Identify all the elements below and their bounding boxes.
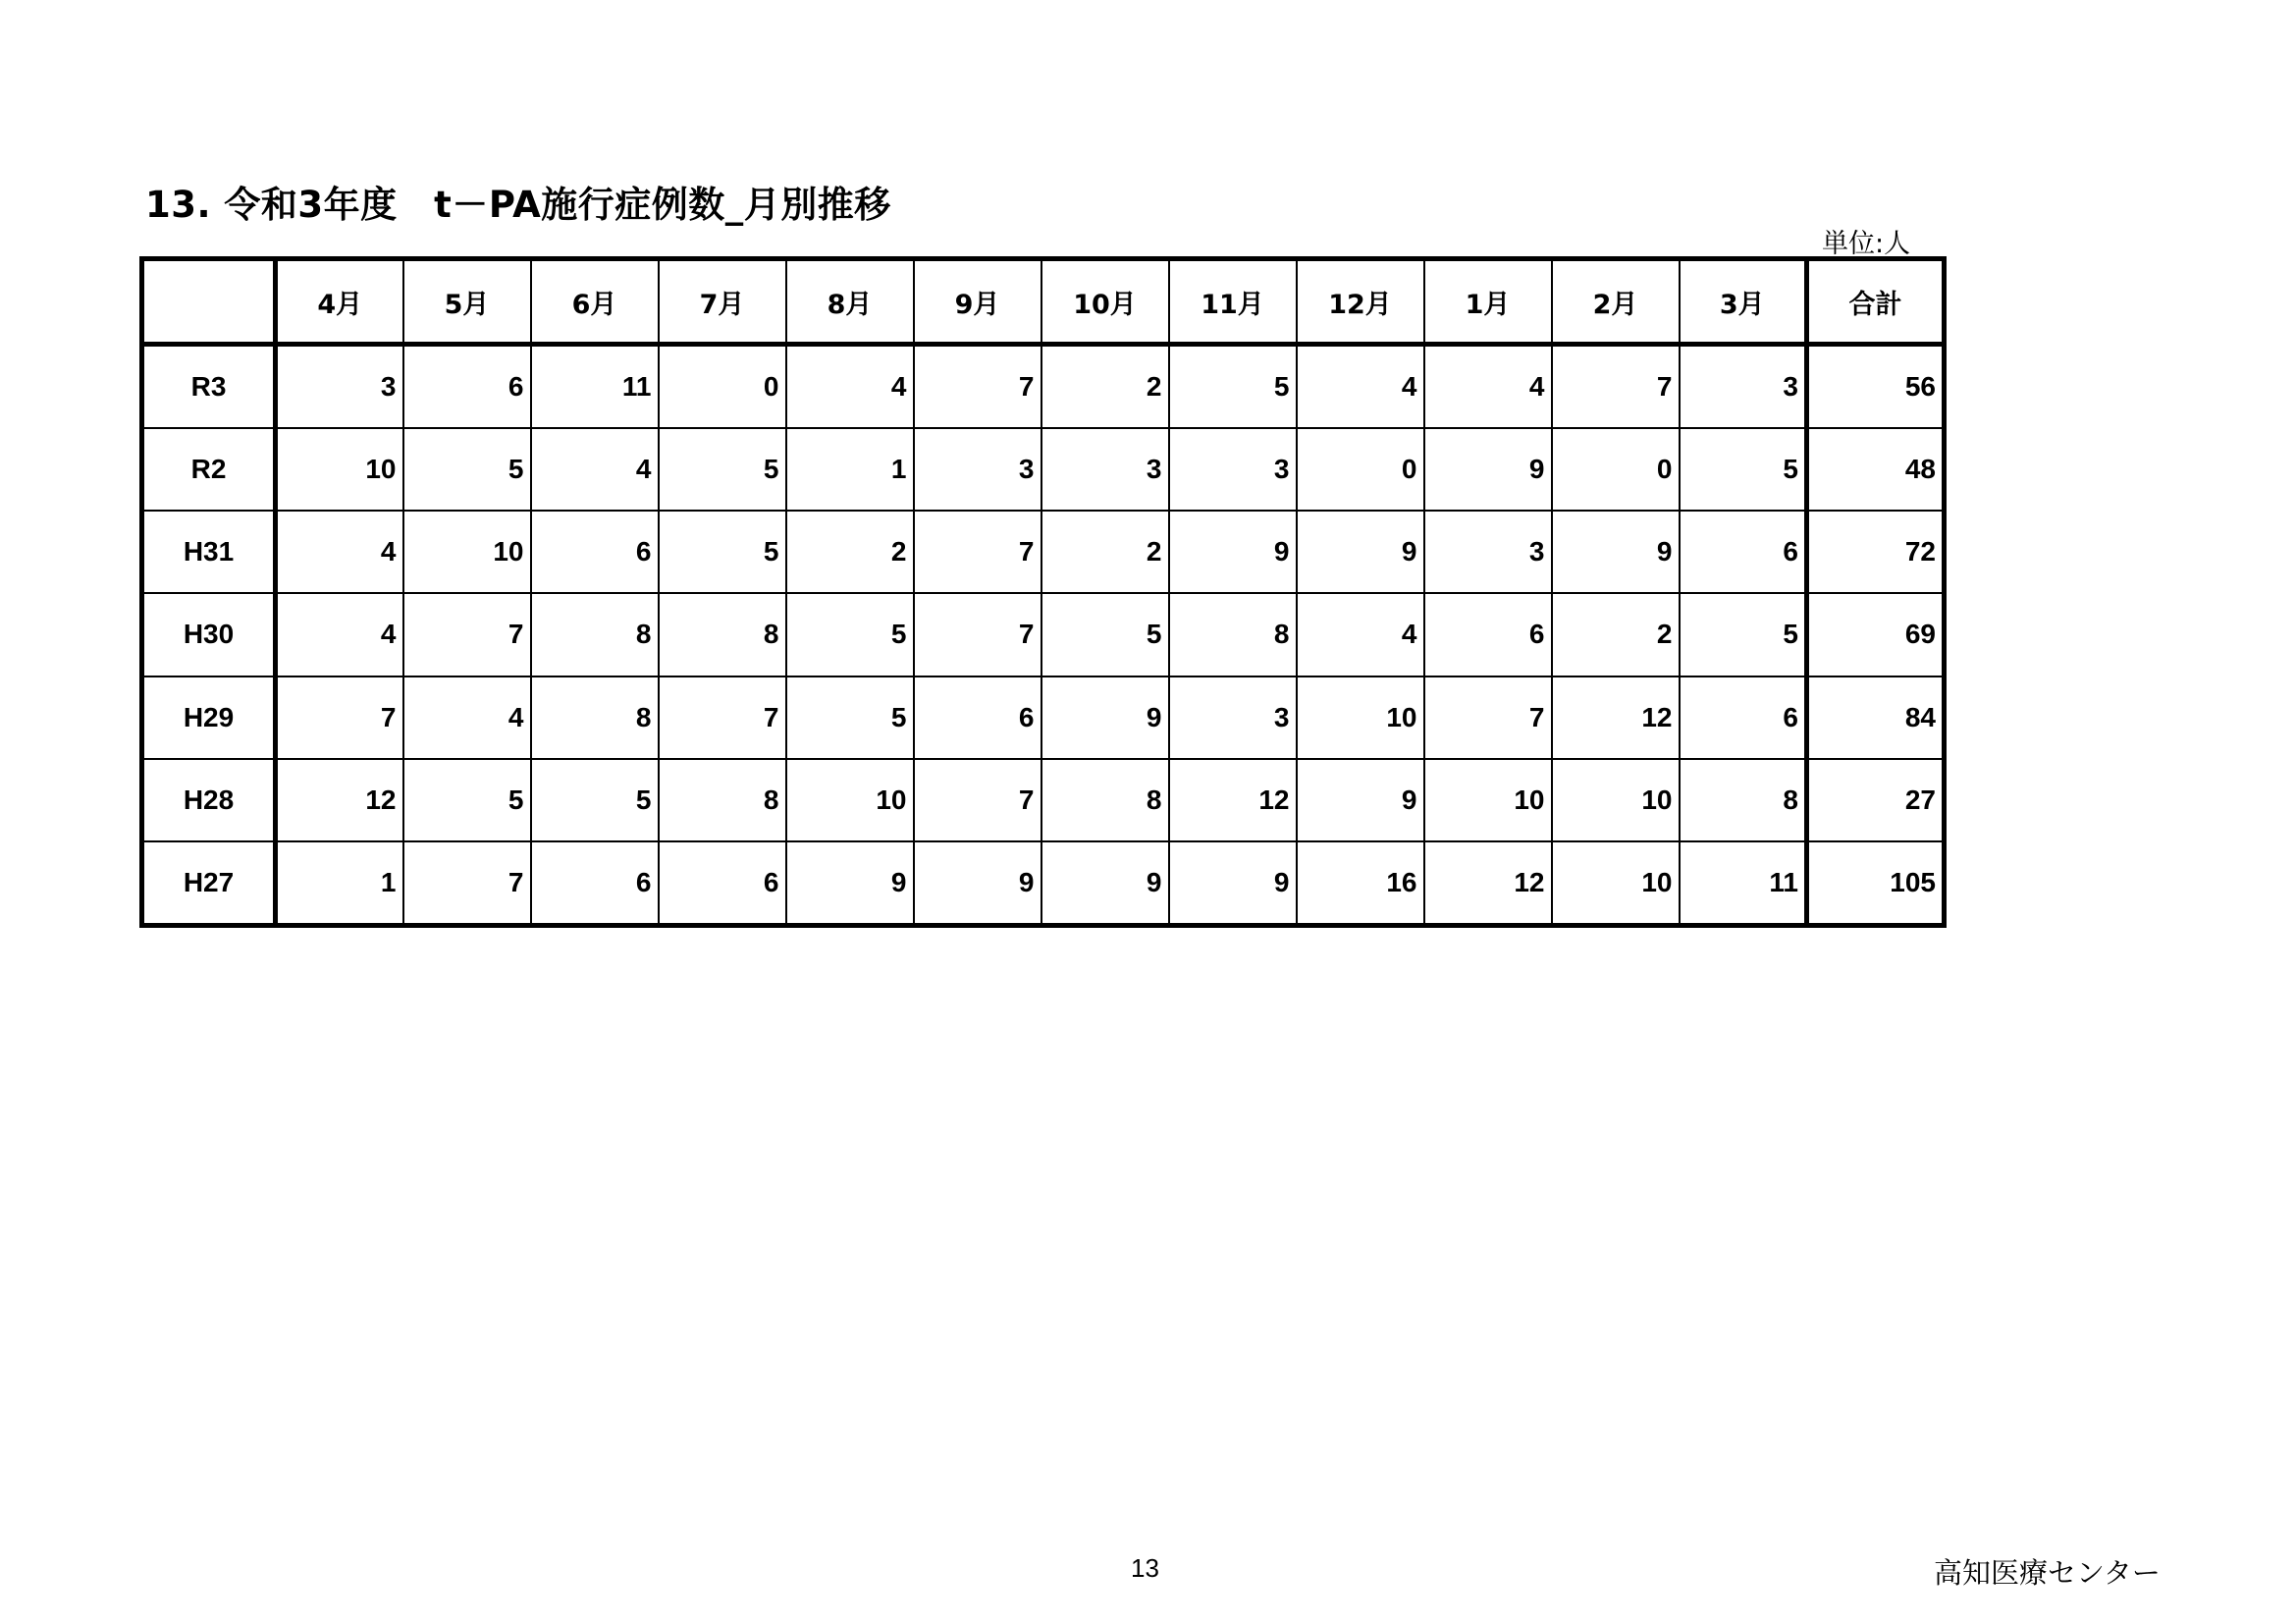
table-row: [142, 593, 1945, 676]
table-cell: 7: [914, 345, 1041, 429]
header-month: 4月: [276, 259, 403, 345]
table-row: [142, 511, 1945, 593]
row-total: 72: [1807, 511, 1945, 593]
row-total: 48: [1807, 428, 1945, 511]
table-cell: 5: [1680, 428, 1807, 511]
table-cell: 4: [1297, 593, 1424, 676]
unit-label: 単位:人: [1822, 229, 1911, 259]
corner-cell: [142, 259, 276, 345]
table-cell: 5: [403, 428, 531, 511]
table-cell: 9: [914, 841, 1041, 926]
table-cell: 7: [1552, 345, 1680, 429]
table-cell: 5: [403, 759, 531, 841]
table-cell: 5: [1680, 593, 1807, 676]
table-cell: 10: [1552, 759, 1680, 841]
row-total: 56: [1807, 345, 1945, 429]
table-header-row: [142, 259, 1945, 345]
header-month: 5月: [403, 259, 531, 345]
header-month: 2月: [1552, 259, 1680, 345]
table-cell: 9: [1424, 428, 1552, 511]
table-cell: 9: [1297, 759, 1424, 841]
table-cell: 8: [531, 676, 659, 759]
header-month: 6月: [531, 259, 659, 345]
table-cell: 3: [1169, 428, 1297, 511]
table-cell: 8: [1041, 759, 1169, 841]
table-cell: 0: [659, 345, 786, 429]
table-cell: 3: [1424, 511, 1552, 593]
table-cell: 5: [659, 428, 786, 511]
row-label: R2: [142, 428, 276, 511]
table-cell: 5: [1169, 345, 1297, 429]
table-cell: 6: [531, 841, 659, 926]
header-total: 合計: [1807, 259, 1945, 345]
table-cell: 7: [914, 759, 1041, 841]
header-month: 1月: [1424, 259, 1552, 345]
table-cell: 5: [786, 593, 914, 676]
table-cell: 10: [276, 428, 403, 511]
table-row: [142, 428, 1945, 511]
header-month: 10月: [1041, 259, 1169, 345]
table-cell: 5: [659, 511, 786, 593]
table-cell: 1: [276, 841, 403, 926]
table-cell: 9: [1041, 841, 1169, 926]
row-label: H28: [142, 759, 276, 841]
row-label: H30: [142, 593, 276, 676]
header-month: 12月: [1297, 259, 1424, 345]
table-cell: 4: [1424, 345, 1552, 429]
table-cell: 2: [1552, 593, 1680, 676]
table-cell: 2: [1041, 511, 1169, 593]
row-label: H31: [142, 511, 276, 593]
table-cell: 0: [1297, 428, 1424, 511]
table-cell: 9: [1297, 511, 1424, 593]
table-row: [142, 676, 1945, 759]
table-cell: 8: [1680, 759, 1807, 841]
table-cell: 8: [659, 593, 786, 676]
table-cell: 6: [1424, 593, 1552, 676]
table-cell: 7: [276, 676, 403, 759]
table-cell: 7: [659, 676, 786, 759]
table-cell: 8: [659, 759, 786, 841]
row-label: H29: [142, 676, 276, 759]
table-cell: 10: [786, 759, 914, 841]
table-cell: 3: [276, 345, 403, 429]
table-cell: 7: [914, 593, 1041, 676]
table-cell: 10: [403, 511, 531, 593]
page-number: 13: [1131, 1553, 1159, 1583]
table-cell: 10: [1297, 676, 1424, 759]
header-month: 3月: [1680, 259, 1807, 345]
table-cell: 9: [1041, 676, 1169, 759]
table-cell: 6: [659, 841, 786, 926]
table-cell: 7: [403, 593, 531, 676]
header-month: 7月: [659, 259, 786, 345]
table-cell: 6: [1680, 676, 1807, 759]
table-cell: 2: [786, 511, 914, 593]
table-cell: 3: [914, 428, 1041, 511]
table-cell: 3: [1680, 345, 1807, 429]
table-cell: 6: [531, 511, 659, 593]
table-cell: 2: [1041, 345, 1169, 429]
row-total: 69: [1807, 593, 1945, 676]
table-cell: 4: [276, 593, 403, 676]
table-cell: 1: [786, 428, 914, 511]
table-cell: 10: [1424, 759, 1552, 841]
header-month: 8月: [786, 259, 914, 345]
table-cell: 4: [276, 511, 403, 593]
table-cell: 6: [1680, 511, 1807, 593]
row-total: 27: [1807, 759, 1945, 841]
table-row: [142, 841, 1945, 926]
table-cell: 5: [786, 676, 914, 759]
table-cell: 10: [1552, 841, 1680, 926]
table-cell: 7: [1424, 676, 1552, 759]
table-cell: 4: [1297, 345, 1424, 429]
row-total: 84: [1807, 676, 1945, 759]
header-month: 11月: [1169, 259, 1297, 345]
table-cell: 4: [786, 345, 914, 429]
table-cell: 0: [1552, 428, 1680, 511]
table-row: [142, 759, 1945, 841]
table-cell: 5: [531, 759, 659, 841]
row-label: R3: [142, 345, 276, 429]
table-cell: 9: [1169, 511, 1297, 593]
table-cell: 16: [1297, 841, 1424, 926]
page-title: 13. 令和3年度 t－PA施行症例数_月別推移: [145, 184, 891, 226]
table-cell: 7: [403, 841, 531, 926]
table-cell: 4: [403, 676, 531, 759]
tpa-monthly-table: [139, 256, 1947, 928]
organization-name: 高知医療センター: [1934, 1556, 2161, 1590]
table-cell: 12: [1169, 759, 1297, 841]
table-cell: 8: [531, 593, 659, 676]
table-cell: 12: [1552, 676, 1680, 759]
table-cell: 5: [1041, 593, 1169, 676]
table-cell: 7: [914, 511, 1041, 593]
table-cell: 9: [786, 841, 914, 926]
header-month: 9月: [914, 259, 1041, 345]
table-cell: 6: [914, 676, 1041, 759]
table-cell: 9: [1169, 841, 1297, 926]
table-row: [142, 345, 1945, 429]
table-cell: 11: [1680, 841, 1807, 926]
table-cell: 11: [531, 345, 659, 429]
table-cell: 4: [531, 428, 659, 511]
row-total: 105: [1807, 841, 1945, 926]
table-cell: 3: [1169, 676, 1297, 759]
table-cell: 6: [403, 345, 531, 429]
table-cell: 8: [1169, 593, 1297, 676]
table-cell: 3: [1041, 428, 1169, 511]
table-cell: 12: [276, 759, 403, 841]
table-cell: 12: [1424, 841, 1552, 926]
row-label: H27: [142, 841, 276, 926]
table-cell: 9: [1552, 511, 1680, 593]
